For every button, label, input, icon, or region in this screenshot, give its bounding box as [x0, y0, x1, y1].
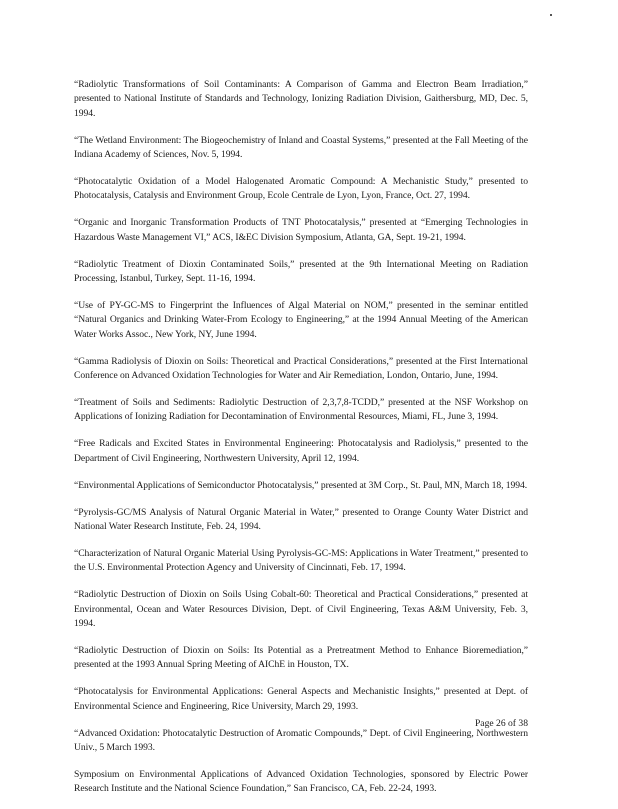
- list-item: “Radiolytic Destruction of Dioxin on Soils Using Cobalt-60: Theoretical and Practical Considerations,” presented at Environmental, Ocean and Water Resources Division, Dept. of Civil Engineering, Texas A&M University, Feb. 3, 1994.: [74, 589, 528, 629]
- list-item: “Use of PY-GC-MS to Fingerprint the Influences of Algal Material on NOM,” presented in the seminar entitled “Natural Organics and Drinking Water-From Ecology to Engineering,” at the 1994 Annual Meeting of the American Water Works Assoc., New York, NY, June 1994.: [74, 299, 528, 340]
- list-item: “Characterization of Natural Organic Material Using Pyrolysis-GC-MS: Applications in Water Treatment,” presented to the U.S. Environmental Protection Agency and University of Cincinnati, Feb. 17, 1994.: [74, 547, 528, 574]
- list-item: “The Wetland Environment: The Biogeochemistry of Inland and Coastal Systems,” presented at the Fall Meeting of the Indiana Academy of Sciences, Nov. 5, 1994.: [74, 134, 528, 161]
- list-item: “Treatment of Soils and Sediments: Radiolytic Destruction of 2,3,7,8-TCDD,” presented at the NSF Workshop on Applications of Ionizing Radiation for Decontamination of Environmental Resources, Miami, FL, June 3, 1994.: [74, 397, 528, 423]
- scan-speck: [550, 14, 552, 16]
- list-item: “Radiolytic Destruction of Dioxin on Soils: Its Potential as a Pretreatment Method to Enhance Bioremediation,” presented at the 1993 Annual Spring Meeting of AIChE in Houston, TX.: [74, 644, 528, 671]
- list-item: “Environmental Applications of Semiconductor Photocatalysis,” presented at 3M Corp., St. Paul, MN, March 18, 1994.: [74, 479, 528, 491]
- list-item: “Free Radicals and Excited States in Environmental Engineering: Photocatalysis and Radiolysis,” presented to the Department of Civil Engineering, Northwestern University, April 12, 1994.: [74, 438, 528, 464]
- page-number: Page 26 of 38: [474, 718, 528, 729]
- list-item: “Advanced Oxidation: Photocatalytic Destruction of Aromatic Compounds,” Dept. of Civil Engineering, Northwestern Univ., 5 March 1993.: [74, 727, 528, 753]
- list-item: “Gamma Radiolysis of Dioxin on Soils: Theoretical and Practical Considerations,” presented at the First International Conference on Advanced Oxidation Technologies for Water and Air Remediation, London, Ontario, June, 1994.: [74, 355, 528, 382]
- list-item: “Pyrolysis-GC/MS Analysis of Natural Organic Material in Water,” presented to Orange County Water District and National Water Research Institute, Feb. 24, 1994.: [74, 506, 528, 532]
- list-item: “Organic and Inorganic Transformation Products of TNT Photocatalysis,” presented at “Emerging Technologies in Hazardous Waste Management VI,” ACS, I&EC Division Symposium, Atlanta, GA, Sept. 19-21, 1994.: [74, 217, 528, 243]
- list-item: “Radiolytic Treatment of Dioxin Contaminated Soils,” presented at the 9th International Meeting on Radiation Processing, Istanbul, Turkey, Sept. 11-16, 1994.: [74, 258, 528, 285]
- list-item: “Photocatalysis for Environmental Applications: General Aspects and Mechanistic Insights,” presented at Dept. of Environmental Science and Engineering, Rice University, March 29, 1993.: [74, 686, 528, 712]
- list-item: “Photocatalytic Oxidation of a Model Halogenated Aromatic Compound: A Mechanistic Study,” presented to Photocatalysis, Catalysis and Environment Group, Ecole Centrale de Lyon, Lyon, France, Oct. 27, 1994.: [74, 176, 528, 202]
- list-item: Symposium on Environmental Applications of Advanced Oxidation Technologies, sponsored by Electric Power Research Institute and the National Science Foundation,” San Francisco, CA, Feb. 22-24, 1993.: [74, 768, 528, 795]
- presentation-list: [74, 78, 528, 809]
- list-item: “Radiolytic Transformations of Soil Contaminants: A Comparison of Gamma and Electron Beam Irradiation,” presented to National Institute of Standards and Technology, Ionizing Radiation Division, Gaithersburg, MD, Dec. 5, 1994.: [74, 79, 528, 119]
